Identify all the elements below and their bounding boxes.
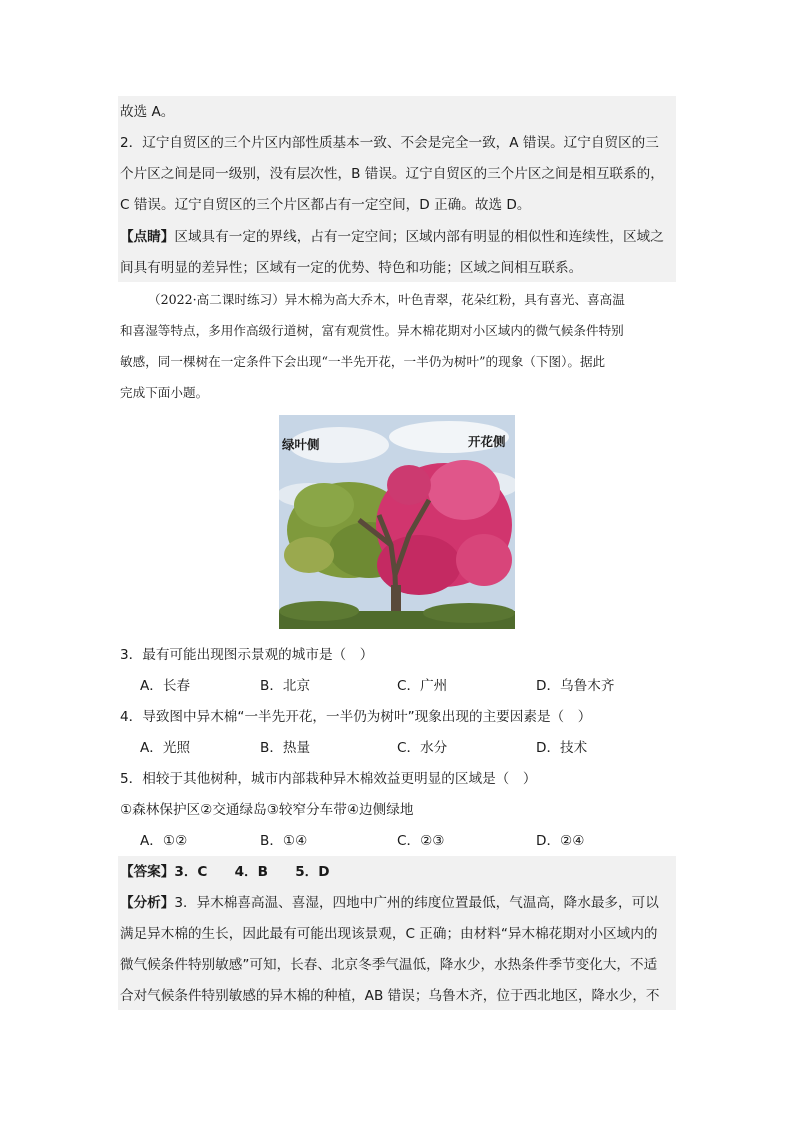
analysis-line-3: 微气候条件特别敏感”可知，长春、北京冬季气温低，降水少，水热条件季节变化大，不适: [120, 957, 658, 973]
question-5-stem: 5．相较于其他树种，城市内部栽种异木棉效益更明显的区域是（ ）: [120, 771, 537, 787]
dianjing-text: 区域具有一定的界线，占有一定空间；区域内部有明显的相似性和连续性，区域之: [174, 229, 664, 245]
analysis-text-1: 3．异木棉喜高温、喜湿，四地中广州的纬度位置最低，气温高，降水最多，可以: [174, 895, 659, 911]
intro-line-3: 个片区之间是同一级别，没有层次性，B 错误。辽宁自贸区的三个片区之间是相互联系的，: [120, 166, 664, 182]
q3-option-b[interactable]: B．北京: [260, 678, 311, 694]
material-line-4: 完成下面小题。: [120, 385, 209, 400]
q4-option-d[interactable]: D．技术: [536, 740, 588, 756]
intro-line-1: 故选 A。: [120, 104, 175, 120]
analysis-tag: 【分析】: [120, 895, 175, 911]
question-5-choices: ①森林保护区②交通绿岛③较窄分车带④边侧绿地: [120, 802, 414, 818]
analysis-line-2: 满足异木棉的生长，因此最有可能出现该景观，C 正确；由材料“异木棉花期对小区域内的: [120, 926, 658, 942]
q4-option-b[interactable]: B．热量: [260, 740, 311, 756]
q3-option-a[interactable]: A．长春: [140, 678, 191, 694]
q5-option-d[interactable]: D．②④: [536, 833, 585, 849]
intro-line-4: C 错误。辽宁自贸区的三个片区都占有一定空间，D 正确。故选 D。: [120, 197, 531, 213]
q4-option-c[interactable]: C．水分: [397, 740, 448, 756]
material-line-2: 和喜湿等特点，多用作高级行道树，富有观赏性。异木棉花期对小区域内的微气候条件特别: [120, 323, 624, 338]
answer-line: [120, 862, 330, 882]
green-side-label: 绿叶侧: [282, 437, 320, 452]
q4-option-a[interactable]: A．光照: [140, 740, 191, 756]
answer-tag: 【答案】: [120, 864, 175, 880]
q5-option-a[interactable]: A．①②: [140, 833, 188, 849]
q5-option-c[interactable]: C．②③: [397, 833, 445, 849]
answer-text: 3．C 4．B 5．D: [174, 864, 330, 880]
dianjing-tag: 【点睛】: [120, 229, 175, 245]
intro-shade: [118, 96, 676, 282]
analysis-line-4: 合对气候条件特别敏感的异木棉的种植，AB 错误；乌鲁木齐，位于西北地区，降水少，不: [120, 988, 660, 1004]
intro-line-6: 间具有明显的差异性；区域有一定的优势、特色和功能；区域之间相互联系。: [120, 260, 583, 276]
flower-side-label: 开花侧: [468, 434, 506, 449]
material-line-1: （2022·高二课时练习）异木棉为高大乔木，叶色青翠，花朵红粉，具有喜光、喜高温: [148, 292, 625, 307]
q3-option-d[interactable]: D．乌鲁木齐: [536, 678, 615, 694]
intro-line-5: [120, 227, 664, 247]
q5-option-b[interactable]: B．①④: [260, 833, 308, 849]
q3-option-c[interactable]: C．广州: [397, 678, 448, 694]
material-line-3: 敏感，同一棵树在一定条件下会出现“一半先开花，一半仍为树叶”的现象（下图）。据此: [120, 354, 606, 369]
question-3-stem: 3．最有可能出现图示景观的城市是（ ）: [120, 647, 374, 663]
question-4-stem: 4．导致图中异木棉“一半先开花，一半仍为树叶”现象出现的主要因素是（ ）: [120, 709, 592, 725]
tree-photo: [279, 415, 515, 629]
analysis-line-1: [120, 893, 659, 913]
intro-line-2: 2．辽宁自贸区的三个片区内部性质基本一致、不会是完全一致，A 错误。辽宁自贸区的三: [120, 135, 659, 151]
